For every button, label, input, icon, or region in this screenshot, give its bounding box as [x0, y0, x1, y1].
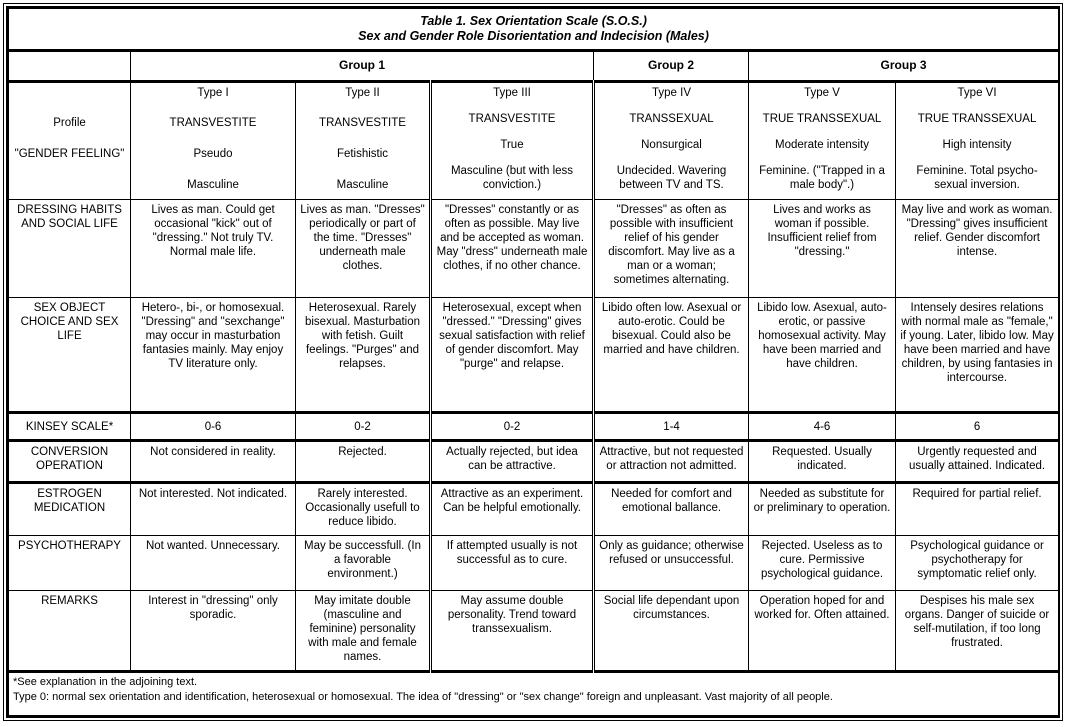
type-name: TRANSVESTITE	[169, 117, 257, 130]
type-subtype: Fetishistic	[336, 148, 389, 161]
table-cell: Actually rejected, but idea can be attractive.	[431, 441, 594, 483]
type-subtype: Moderate intensity	[775, 138, 869, 151]
row-label-kinsey-scale: KINSEY SCALE*	[9, 413, 131, 441]
row-psychotherapy	[9, 536, 1059, 591]
type-subtype: True	[500, 138, 524, 151]
table-cell: Lives as man. "Dresses" periodically or part of the time. "Dresses" underneath male clothes.	[296, 200, 431, 298]
table-cell: 0-2	[296, 413, 431, 441]
table-cell: Attractive as an experiment. Can be helpful emotionally.	[431, 483, 594, 536]
row-sex-object-choice	[9, 297, 1059, 412]
table-cell: Urgently requested and usually attained. Indicated.	[896, 441, 1059, 483]
table-cell: Rejected.	[296, 441, 431, 483]
group-1-header: Group 1	[131, 50, 594, 81]
table-cell: Interest in "dressing" only sporadic.	[131, 591, 296, 672]
group-header-empty-cell	[9, 50, 131, 81]
row-label-psychotherapy: PSYCHOTHERAPY	[9, 536, 131, 591]
table-cell: Libido low. Asexual, auto-erotic, or passive homosexual activity. May have been married and have children.	[749, 297, 896, 412]
type-heading: Type IV	[652, 86, 691, 99]
group-2-header: Group 2	[594, 50, 749, 81]
table-cell: Social life dependant upon circumstances.	[594, 591, 749, 672]
type-feeling: Feminine. Total psycho-sexual inversion.	[916, 164, 1038, 191]
row-label-remarks: REMARKS	[9, 591, 131, 672]
group-header-row	[9, 50, 1059, 81]
profile-cell-type-6	[896, 81, 1059, 200]
table-cell: Lives and works as woman if possible. Insufficient relief from "dressing."	[749, 200, 896, 298]
profile-cell-type-3	[431, 81, 594, 200]
type-name: TRANSVESTITE	[319, 117, 406, 130]
footnote-line1: *See explanation in the adjoining text.	[13, 676, 198, 689]
type-name: TRANSSEXUAL	[629, 112, 714, 125]
table-cell: Requested. Usually indicated.	[749, 441, 896, 483]
table-cell: 0-6	[131, 413, 296, 441]
row-label-conversion-operation: CONVERSION OPERATION	[9, 441, 131, 483]
table-cell: Operation hoped for and worked for. Often attained.	[749, 591, 896, 672]
row-conversion-operation	[9, 441, 1059, 483]
table-cell: Required for partial relief.	[896, 483, 1059, 536]
type-name: TRUE TRANSSEXUAL	[762, 112, 882, 125]
type-subtype: Nonsurgical	[641, 138, 702, 151]
table-cell: Not considered in reality.	[131, 441, 296, 483]
table-cell: May assume double personality. Trend toward transsexualism.	[431, 591, 594, 672]
profile-cell-type-4	[594, 81, 749, 200]
table-cell: "Dresses" as often as possible with insufficient relief of his gender discomfort. May live as a man or a woman; sometimes alternating.	[594, 200, 749, 298]
table-cell: Rarely interested. Occasionally usefull to reduce libido.	[296, 483, 431, 536]
table-cell: 1-4	[594, 413, 749, 441]
row-label-dressing-habits: DRESSING HABITS AND SOCIAL LIFE	[9, 200, 131, 298]
table-title-line2: Sex and Gender Role Disorientation and Indecision (Males)	[358, 28, 709, 43]
row-label-sex-object-choice: SEX OBJECT CHOICE AND SEX LIFE	[9, 297, 131, 412]
sex-orientation-scale-table	[8, 8, 1059, 716]
table-cell: If attempted usually is not successful as to cure.	[431, 536, 594, 591]
table-title-row	[9, 9, 1059, 51]
type-heading: Type VI	[957, 86, 997, 99]
type-name: TRUE TRANSSEXUAL	[917, 112, 1037, 125]
table-cell: Libido often low. Asexual or auto-erotic. Could be bisexual. Could also be married and have children.	[594, 297, 749, 412]
table-cell: 0-2	[431, 413, 594, 441]
row-dressing-habits	[9, 200, 1059, 298]
footnote-row	[9, 672, 1059, 716]
table-cell: Hetero-, bi-, or homosexual. "Dressing" and "sexchange" may occur in masturbation fantasies mainly. May enjoy TV literature only.	[131, 297, 296, 412]
profile-cell-type-1	[131, 81, 296, 200]
type-name: TRANSVESTITE	[468, 112, 556, 125]
row-kinsey-scale	[9, 413, 1059, 441]
profile-label: Profile	[53, 117, 86, 130]
table-cell: May be successfull. (In a favorable environment.)	[296, 536, 431, 591]
table-cell: Heterosexual, except when "dressed." "Dressing" gives sexual satisfaction with relief of gender discomfort. May "purge" and relapse.	[431, 297, 594, 412]
type-heading: Type III	[493, 86, 531, 99]
table-cell: May imitate double (masculine and feminine) personality with male and female names.	[296, 591, 431, 672]
table-cell: Psychological guidance or psychotherapy for symptomatic relief only.	[896, 536, 1059, 591]
table-cell: Only as guidance; otherwise refused or unsuccessful.	[594, 536, 749, 591]
type-feeling: Masculine	[336, 178, 389, 191]
table-cell: "Dresses" constantly or as often as possible. May live and be accepted as woman. May "dress" underneath male clothes, if no other chance.	[431, 200, 594, 298]
row-estrogen-medication	[9, 483, 1059, 536]
type-heading: Type I	[197, 86, 229, 99]
table-cell: Intensely desires relations with normal male as "female," if young. Later, libido low. May have been married and have children, by using fantasies in intercourse.	[896, 297, 1059, 412]
table-cell: Heterosexual. Rarely bisexual. Masturbation with fetish. Guilt feelings. "Purges" and relapses.	[296, 297, 431, 412]
table-cell: Attractive, but not requested or attraction not admitted.	[594, 441, 749, 483]
table-cell: 4-6	[749, 413, 896, 441]
table-cell: Rejected. Useless as to cure. Permissive psychological guidance.	[749, 536, 896, 591]
gender-feeling-label: "GENDER FEELING"	[14, 148, 125, 161]
table-cell: Lives as man. Could get occasional "kick" out of "dressing." Not truly TV. Normal male life.	[131, 200, 296, 298]
row-label-estrogen-medication: ESTROGEN MEDICATION	[9, 483, 131, 536]
type-subtype: Pseudo	[193, 148, 233, 161]
table-title-line1: Table 1. Sex Orientation Scale (S.O.S.)	[420, 13, 647, 28]
footnote-cell	[9, 672, 1059, 716]
table-outer-frame	[3, 3, 1063, 721]
type-feeling: Masculine (but with less conviction.)	[450, 164, 574, 191]
table-cell: Needed for comfort and emotional ballance.	[594, 483, 749, 536]
row-label-profile	[9, 81, 131, 200]
type-heading: Type V	[804, 86, 840, 99]
type-heading: Type II	[345, 86, 380, 99]
table-cell: May live and work as woman. "Dressing" gives insufficient relief. Gender discomfort intense.	[896, 200, 1059, 298]
type-feeling: Feminine. ("Trapped in a male body".)	[759, 164, 885, 191]
table-title-cell	[9, 9, 1059, 51]
table-cell: 6	[896, 413, 1059, 441]
footnote-line2: Type 0: normal sex orientation and identification, heterosexual or homosexual. The idea of "dressing" or "sex change" foreign and unpleasant. Vast majority of all people.	[13, 691, 833, 704]
type-feeling: Undecided. Wavering between TV and TS.	[616, 164, 727, 191]
row-remarks	[9, 591, 1059, 672]
table-cell: Despises his male sex organs. Danger of suicide or self-mutilation, if too long frustrated.	[896, 591, 1059, 672]
table-inner-frame	[6, 6, 1060, 718]
table-cell: Not interested. Not indicated.	[131, 483, 296, 536]
profile-cell-type-5	[749, 81, 896, 200]
profile-row	[9, 81, 1059, 200]
table-cell: Needed as substitute for or preliminary to operation.	[749, 483, 896, 536]
type-subtype: High intensity	[942, 138, 1012, 151]
table-cell: Not wanted. Unnecessary.	[131, 536, 296, 591]
profile-cell-type-2	[296, 81, 431, 200]
type-feeling: Masculine	[187, 178, 239, 191]
group-3-header: Group 3	[749, 50, 1059, 81]
